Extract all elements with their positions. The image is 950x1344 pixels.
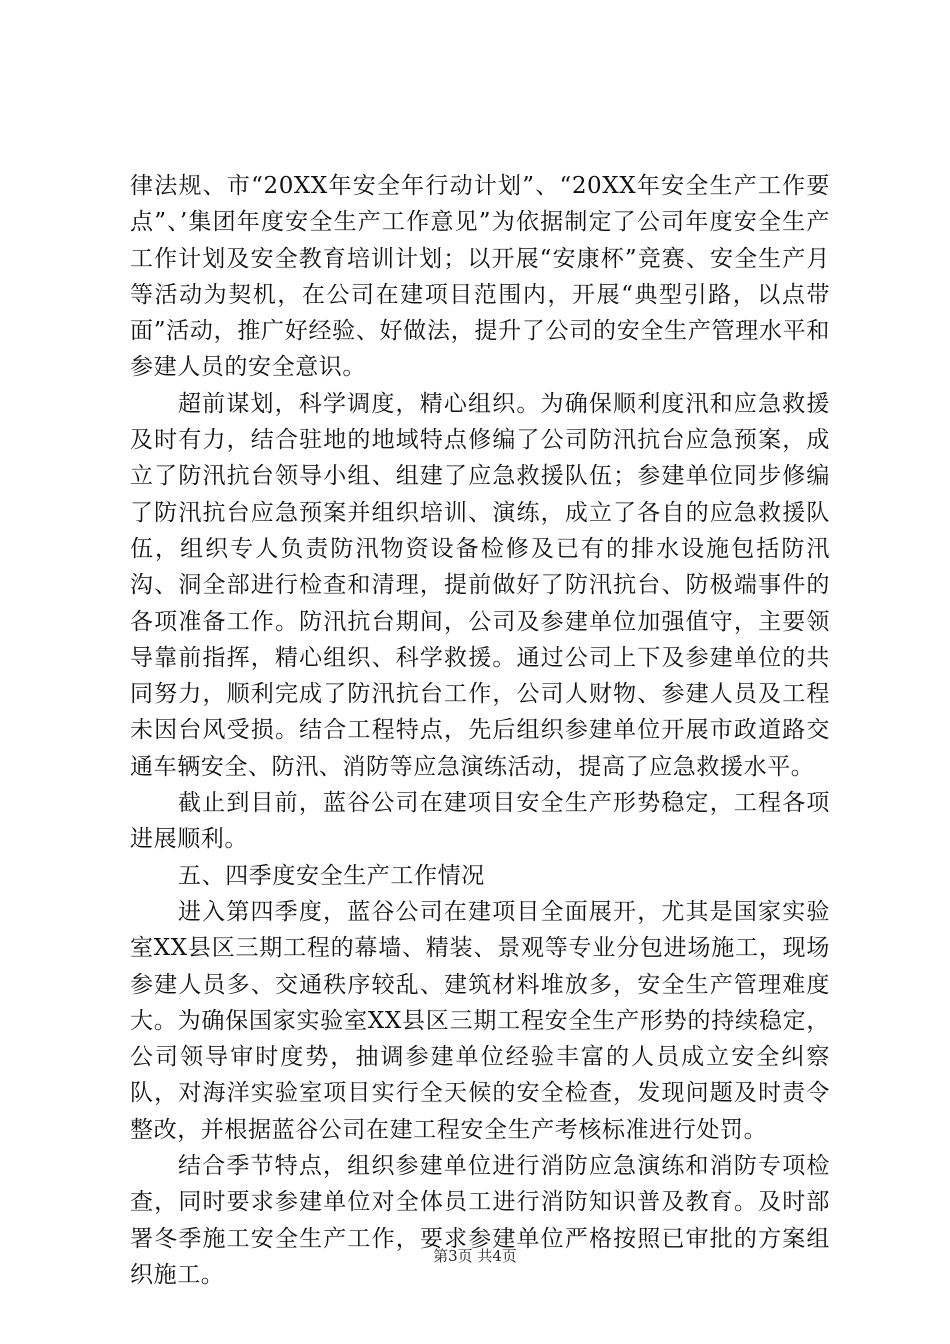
section-heading: 五、四季度安全生产工作情况 bbox=[178, 862, 485, 889]
paragraph-1: 律法规、市“20XX年安全年行动计划”、“20XX年安全生产工作要点”、’集团年度安全生产工作意见”为依据制定了公司年度安全生产工作计划及安全教育培训计划；以开展“安康杯”竞赛、安全生产月等活动为契机，在公司在建项目范围内，开展“典型引路，以点带面”活动，推广好经验、好做法，提升了公司的安全生产管理水平和参建人员的安全意识。 bbox=[130, 173, 830, 381]
paragraph-4: 进入第四季度，蓝谷公司在建项目全面展开，尤其是国家实验室XX县区三期工程的幕墙、精装、景观等专业分包进场施工，现场参建人员多、交通秩序较乱、建筑材料堆放多，安全生产管理难度大。为确保国家实验室XX县区三期工程安全生产形势的持续稳定，公司领导审时度势，抽调参建单位经验丰富的人员成立安全纠察队，对海洋实验室项目实行全天候的安全检查，发现问题及时责令整改，并根据蓝谷公司在建工程安全生产考核标准进行处罚。 bbox=[130, 898, 830, 1143]
paragraph-5: 结合季节特点，组织参建单位进行消防应急演练和消防专项检查，同时要求参建单位对全体员工进行消防知识普及教育。及时部署冬季施工安全生产工作，要求参建单位严格按照已审批的方案组织施工。 bbox=[130, 1153, 830, 1288]
page-number-footer: 第3页 共4页 bbox=[433, 1247, 517, 1265]
paragraph-3: 截止到目前，蓝谷公司在建项目安全生产形势稳定，工程各项进展顺利。 bbox=[130, 790, 830, 853]
paragraph-2: 超前谋划，科学调度，精心组织。为确保顺利度汛和应急救援及时有力，结合驻地的地域特点修编了公司防汛抗台应急预案，成立了防汛抗台领导小组、组建了应急救援队伍；参建单位同步修编了防汛抗台应急预案并组织培训、演练，成立了各自的应急救援队伍，组织专人负责防汛物资设备检修及已有的排水设施包括防汛沟、洞全部进行检查和清理，提前做好了防汛抗台、防极端事件的各项准备工作。防汛抗台期间，公司及参建单位加强值守，主要领导靠前指挥，精心组织、科学救援。通过公司上下及参建单位的共同努力，顺利完成了防汛抗台工作，公司人财物、参建人员及工程未因台风受损。结合工程特点，先后组织参建单位开展市政道路交通车辆安全、防汛、消防等应急演练活动，提高了应急救援水平。 bbox=[130, 390, 830, 780]
document-body bbox=[130, 168, 830, 1293]
